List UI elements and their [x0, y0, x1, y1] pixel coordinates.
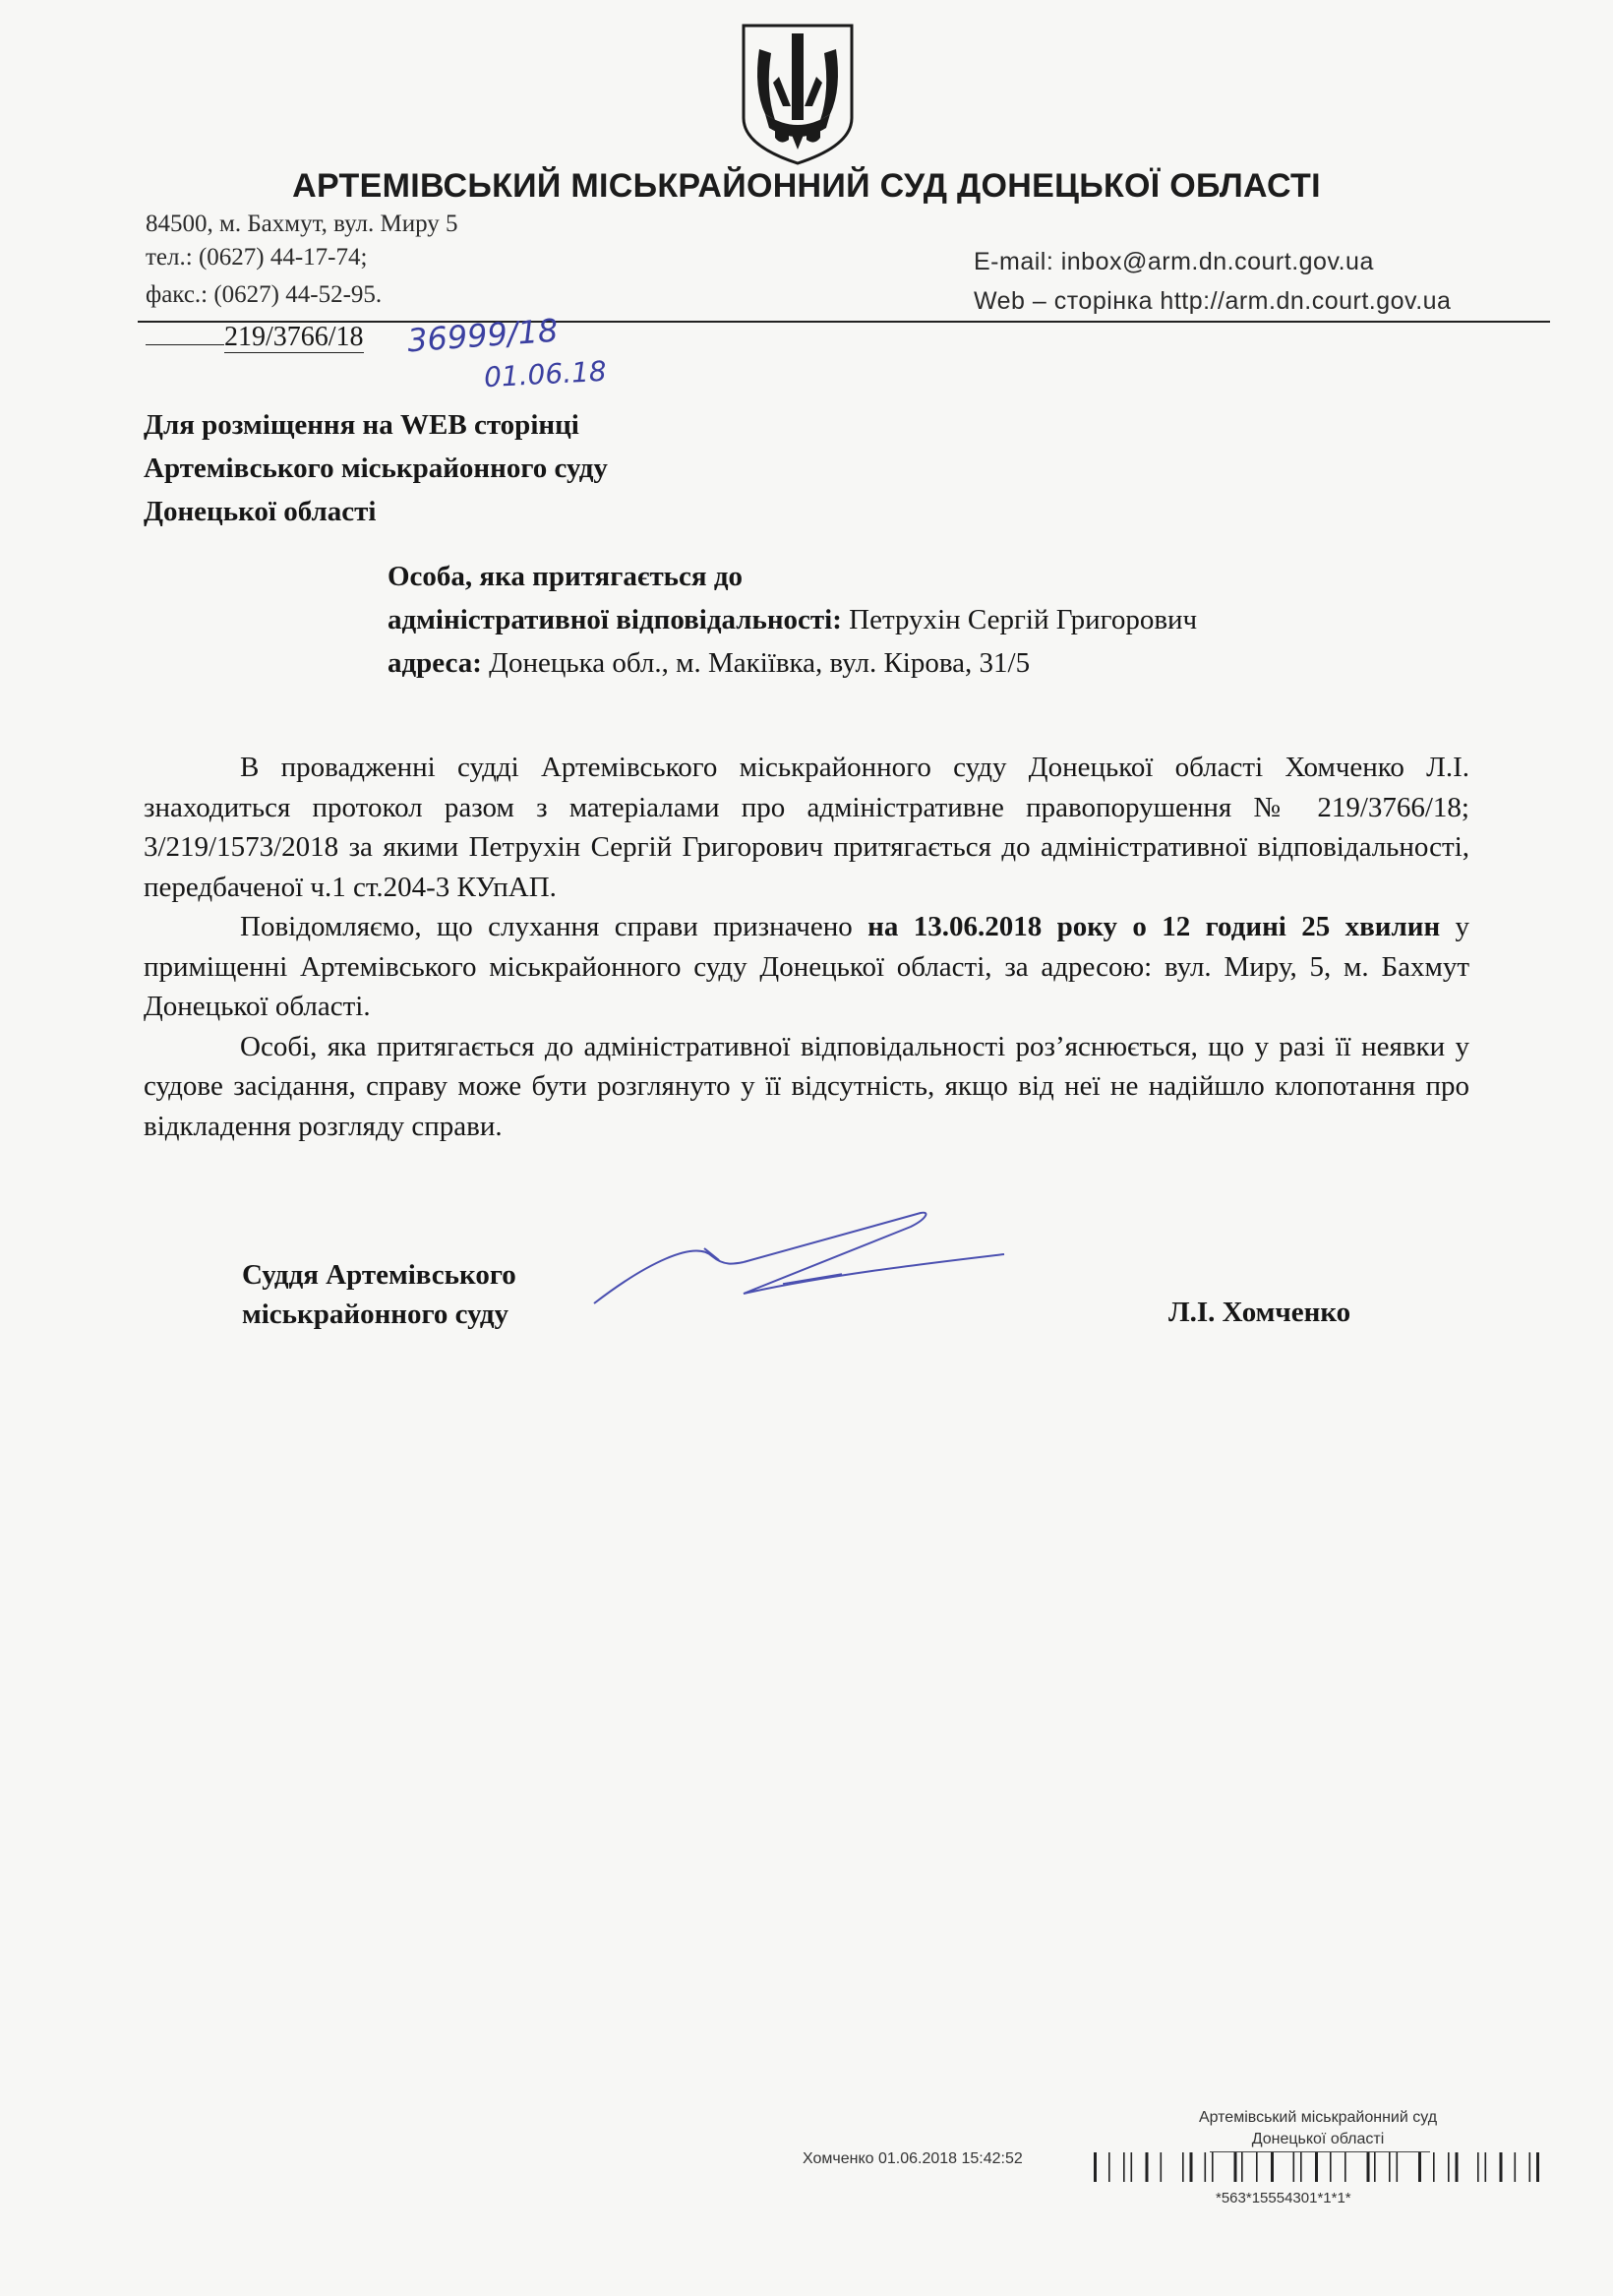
stamp-org-line: Артемівський міськрайонний суд	[1198, 2109, 1438, 2126]
body-text-span: у приміщенні Артемівського міськрайонного суду Донецької області, за адресою: вул. Миру, 5, м. Бахмут Донецької області.	[144, 911, 1470, 1022]
person-block	[388, 555, 1197, 685]
person-label: адміністративної відповідальності:	[388, 604, 842, 635]
handwritten-reg-date: 01.06.18	[483, 354, 608, 394]
body-paragraph: В провадженні судді Артемівського міськрайонного суду Донецької області Хомченко Л.І. знаходиться протокол разом з матеріалами про адміністративне правопорушення № 219/3766/18; 3/219/1573/2018 за якими Петрухін Сергій Григорович притягається до адміністративної відповідальності, передбаченої ч.1 ст.204-3 КУпАП.	[144, 752, 1469, 903]
handwritten-signature	[586, 1205, 1019, 1333]
person-address: Донецька обл., м. Макіївка, вул. Кірова, 31/5	[489, 647, 1031, 679]
barcode	[1092, 2150, 1554, 2186]
judge-title-line: Суддя Артемівського	[242, 1259, 516, 1291]
court-phone: тел.: (0627) 44-17-74;	[146, 244, 368, 271]
stamp-org-line: Донецької області	[1251, 2131, 1385, 2147]
registration-stamp-org	[1131, 2107, 1505, 2150]
destination-line: Артемівського міськрайонного суду	[144, 453, 608, 484]
reference-line	[146, 321, 364, 353]
court-website: Web – сторінка http://arm.dn.court.gov.ua	[974, 287, 1452, 315]
body-paragraph	[144, 907, 1469, 1027]
person-name: Петрухін Сергій Григорович	[849, 604, 1198, 635]
destination-line: Для розміщення на WEB сторінці	[144, 409, 579, 441]
court-fax: факс.: (0627) 44-52-95.	[146, 281, 383, 308]
judge-title	[242, 1255, 516, 1334]
reference-number: 219/3766/18	[224, 322, 364, 352]
notice-body	[144, 748, 1469, 1146]
registration-stamp-meta: Хомченко 01.06.2018 15:42:52	[803, 2150, 1023, 2167]
reference-blank	[146, 321, 224, 345]
handwritten-reg-number: 36999/18	[405, 311, 560, 360]
judge-name: Л.І. Хомченко	[1168, 1297, 1351, 1328]
person-address-label: адреса:	[388, 647, 482, 679]
barcode-text: *563*15554301*1*1*	[1216, 2190, 1351, 2206]
court-address: 84500, м. Бахмут, вул. Миру 5	[146, 211, 458, 237]
hearing-datetime: на 13.06.2018 року о 12 годині 25 хвилин	[867, 911, 1441, 942]
person-label: Особа, яка притягається до	[388, 561, 743, 592]
body-paragraph: Особі, яка притягається до адміністративної відповідальності роз’яснюється, що у разі її неявки у судове засідання, справу може бути розглянуто у її відсутність, якщо від неї не надійшло клопотання про відкладення розгляду справи.	[144, 1030, 1469, 1142]
judge-title-line: міськрайонного суду	[242, 1299, 509, 1330]
destination-line: Донецької області	[144, 496, 377, 527]
court-email: E-mail: inbox@arm.dn.court.gov.ua	[974, 248, 1374, 275]
coat-of-arms-icon	[736, 20, 860, 167]
destination-block	[144, 403, 608, 533]
body-text-span: Повідомляємо, що слухання справи призначено	[240, 911, 853, 942]
court-name: АРТЕМІВСЬКИЙ МІСЬКРАЙОННИЙ СУД ДОНЕЦЬКОЇ ОБЛАСТІ	[292, 167, 1321, 205]
